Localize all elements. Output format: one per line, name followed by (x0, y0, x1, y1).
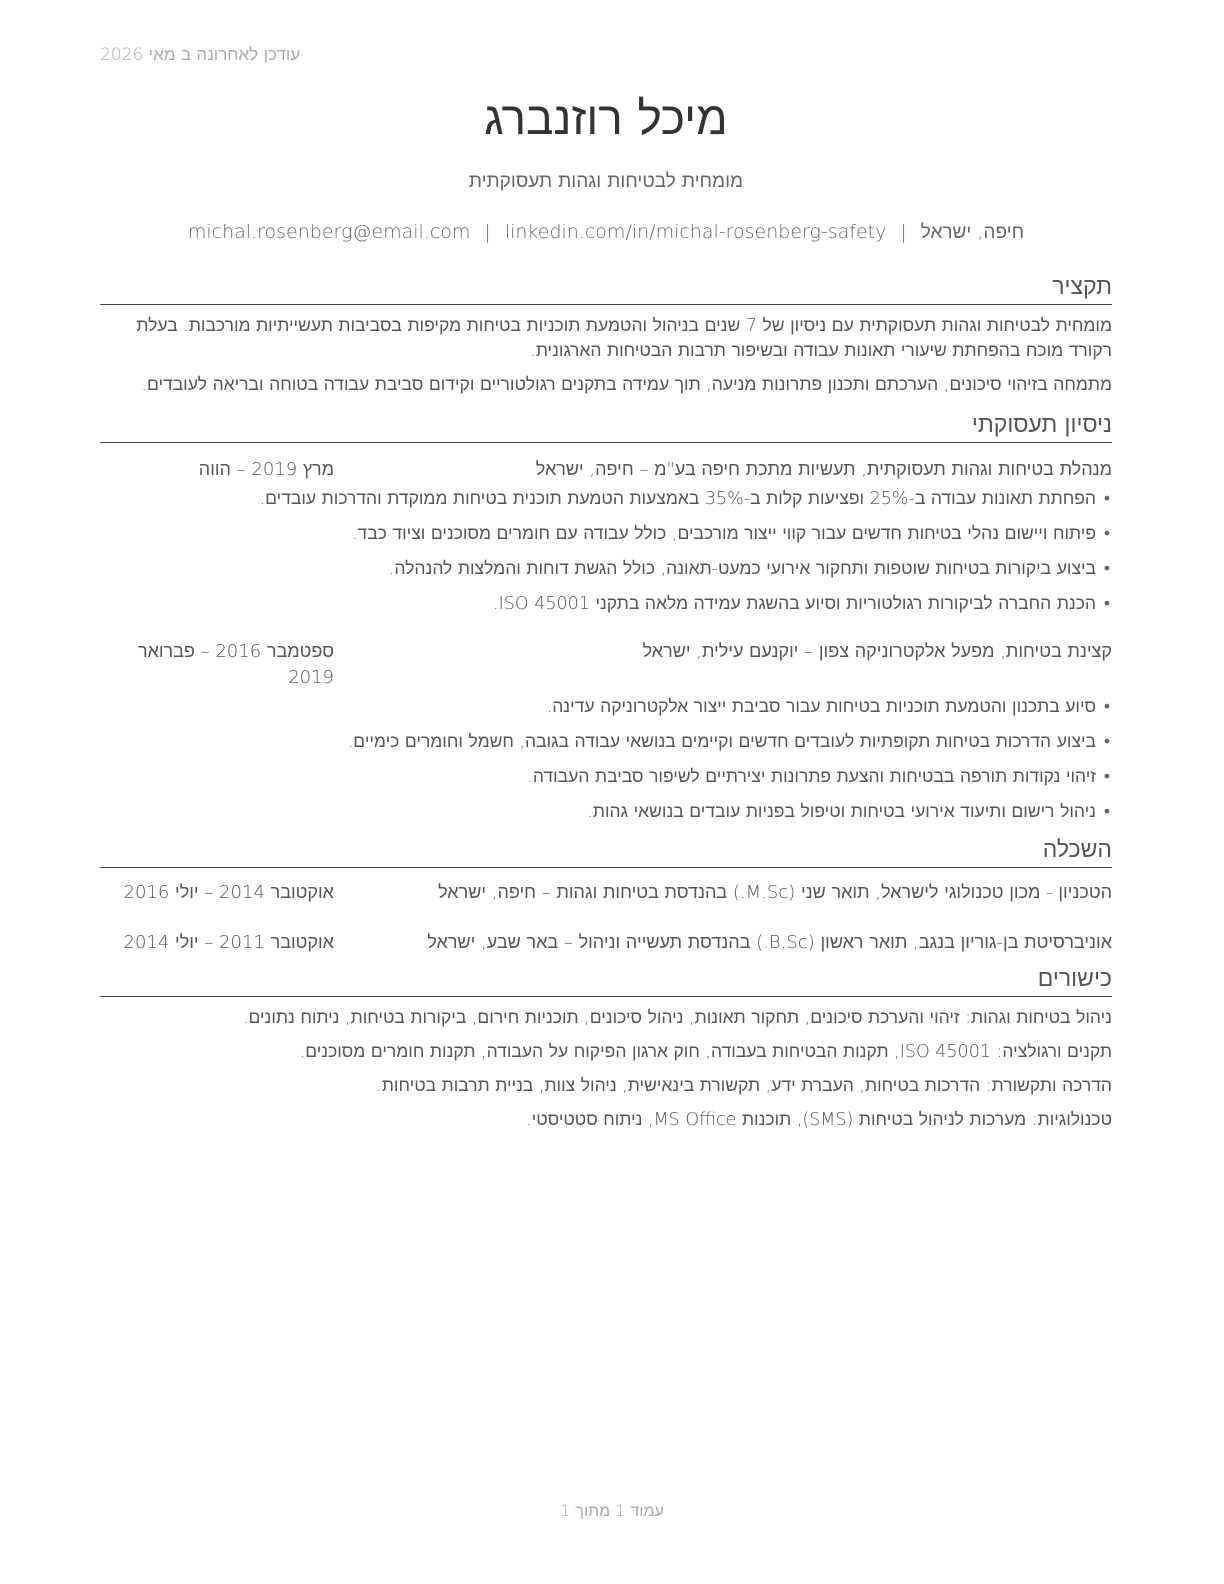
skills-line: תקנים ורגולציה: ISO 45001, תקנות הבטיחות בעבודה, חוק ארגון הפיקוח על העבודה, תקנות חומרים מסוכנים. (299, 1042, 1112, 1062)
skills-line: ניהול בטיחות וגהות: זיהוי והערכת סיכונים, תחקור תאונות, ניהול סיכונים, תוכניות חירום, ביקורות בטיחות, ניתוח נתונים. (242, 1008, 1112, 1028)
candidate-title: מומחית לבטיחות וגהות תעסוקתית (468, 170, 744, 192)
resume-content (100, 88, 1112, 1133)
job-bullet: • פיתוח ויישום נהלי בטיחות חדשים עבור קווי ייצור מורכבים, כולל עבודה עם חומרים מסוכנים וציוד כבד. (100, 522, 1096, 547)
job-dates: מרץ 2019 – הווה (198, 459, 334, 480)
summary-paragraph: מתמחה בזיהוי סיכונים, הערכתם ותכנון פתרונות מניעה, תוך עמידה בתקנים רגולטוריים וקידום סביבת עבודה בטוחה ובריאה לעובדים. (141, 375, 1112, 395)
job-bullet: • סיוע בתכנון והטמעת תוכניות בטיחות עבור סביבת ייצור אלקטרוניקה עדינה. (100, 695, 1096, 720)
job-entry (100, 639, 1112, 825)
education-dates: אוקטובר 2011 – יולי 2014 (123, 932, 334, 953)
contact-separator: | (900, 221, 907, 243)
section-title-experience: ניסיון תעסוקתי (100, 410, 1112, 443)
skills-line: טכנולוגיות: מערכות לניהול בטיחות (SMS), תוכנות MS Office, ניתוח סטטיסטי. (526, 1110, 1112, 1130)
job-bullet: • ניהול רישום ותיעוד אירועי בטיחות וטיפול בפניות עובדים בנושאי גהות. (100, 800, 1096, 825)
contact-linkedin[interactable]: linkedin.com/in/michal-rosenberg-safety (504, 221, 887, 243)
page-number: עמוד 1 מתוך 1 (560, 1501, 664, 1520)
section-title-summary: תקציר (100, 272, 1112, 305)
skills-line: הדרכה ותקשורת: הדרכות בטיחות, העברת ידע, תקשורת בינאישית, ניהול צוות, בניית תרבות בטיחות. (376, 1076, 1112, 1096)
summary-paragraph: מומחית לבטיחות וגהות תעסוקתית עם ניסיון של 7 שנים בניהול והטמעת תוכניות בטיחות מקיפות בסביבות תעשייתיות מורכבות. בעלת רקורד מוכח בהפחתת שיעורי תאונות עבודה ובשיפור תרבות הבטיחות הארגונית. (136, 316, 1112, 361)
job-bullets (100, 487, 1112, 617)
job-bullet: • הכנת החברה לביקורות רגולטוריות וסיוע בהשגת עמידה מלאה בתקני ISO 45001. (100, 592, 1096, 617)
section-title-skills: כישורים (100, 964, 1112, 997)
job-bullets (100, 695, 1112, 825)
contact-line (100, 218, 1112, 246)
contact-email[interactable]: michal.rosenberg@email.com (187, 221, 471, 243)
job-role: מנהלת בטיחות וגהות תעסוקתית, תעשיות מתכת חיפה בע"מ – חיפה, ישראל (535, 459, 1112, 480)
education-degree: הטכניון - מכון טכנולוגי לישראל, תואר שני (M.Sc.) בהנדסת בטיחות וגהות – חיפה, ישראל (438, 882, 1112, 903)
last-updated-note: עודכן לאחרונה ב מאי 2026 (100, 45, 301, 65)
job-bullet: • ביצוע הדרכות בטיחות תקופתיות לעובדים חדשים וקיימים בנושאי עבודה בגובה, חשמל וחומרים כימיים. (100, 730, 1096, 755)
job-header (100, 639, 1112, 691)
education-entry (100, 880, 1112, 906)
job-bullet: • זיהוי נקודות תורפה בבטיחות והצעת פתרונות יצירתיים לשיפור סביבת העבודה. (100, 765, 1096, 790)
education-entry (100, 930, 1112, 956)
education-dates: אוקטובר 2014 – יולי 2016 (123, 882, 334, 903)
job-header (100, 457, 1112, 483)
job-role: קצינת בטיחות, מפעל אלקטרוניקה צפון – יוקנעם עילית, ישראל (642, 641, 1112, 662)
contact-location: חיפה, ישראל (920, 221, 1025, 243)
education-degree: אוניברסיטת בן-גוריון בנגב, תואר ראשון (B.Sc.) בהנדסת תעשייה וניהול – באר שבע, ישראל (427, 932, 1112, 953)
job-bullet: • הפחתת תאונות עבודה ב-25% ופציעות קלות ב-35% באמצעות הטמעת תוכנית בטיחות ממוקדת והדרכות עובדים. (100, 487, 1096, 512)
job-entry (100, 457, 1112, 617)
job-bullet: • ביצוע ביקורות בטיחות שוטפות ותחקור אירועי כמעט-תאונה, כולל הגשת דוחות והמלצות להנהלה. (100, 557, 1096, 582)
section-title-education: השכלה (100, 835, 1112, 868)
contact-separator: | (484, 221, 491, 243)
candidate-name: מיכל רוזנברג (484, 91, 728, 145)
job-dates: ספטמבר 2016 – פברואר 2019 (137, 641, 334, 688)
